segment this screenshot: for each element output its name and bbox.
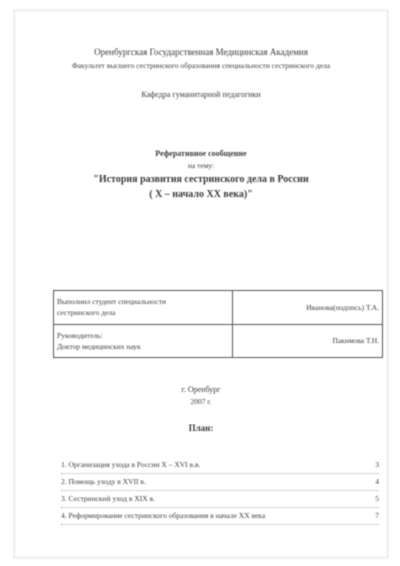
signature-row-author [54,291,383,325]
plan-item-text: 4. Реформирование сестринского образования в начале XX века [61,511,266,520]
author-role-line-2: сестринского дела [57,308,116,318]
department-name: Кафедра гуманитарной педагогики [141,90,261,99]
work-title-line-2: ( X – начало XX века)" [149,189,253,200]
plan-heading: План: [188,423,214,433]
city: г. Оренбург [181,385,221,394]
plan-item [61,508,379,525]
author-role-line-1: Выполнил студент специальности [57,297,167,307]
plan-item [61,457,379,474]
plan-item [61,474,379,491]
signature-table [53,290,383,358]
institution-name: Оренбургская Государственная Медицинская Академия [94,47,308,57]
plan-list [61,457,379,525]
supervisor-role-line-1: Руководитель: [57,330,103,340]
plan-item [61,491,379,508]
author-role [54,291,233,325]
theme-label: на тему: [187,161,215,170]
plan-item-text: 2. Помощь уходу в XVII в. [61,477,146,486]
plan-item-page: 7 [375,511,379,520]
supervisor-role-line-2: Доктор медицинских наук [57,341,141,351]
author-name: Иванова(подпись) Т.А. [233,291,383,325]
supervisor-role [54,324,233,358]
document-page [14,10,388,558]
work-title-line-1: "История развития сестринского дела в России [93,174,309,185]
year: 2007 г. [190,397,212,406]
plan-item-text: 1. Организация ухода в России X – XVI в.в. [61,460,201,469]
plan-item-page: 5 [375,494,379,503]
faculty-name: Факультет высшего сестринского образования специальности сестринского дела [71,61,331,70]
supervisor-name: Пакимова Т.Н. [233,324,383,358]
plan-item-page: 3 [375,460,379,469]
work-kind: Реферативное сообщение [155,149,247,158]
plan-item-page: 4 [375,477,379,486]
signature-row-supervisor [54,324,383,358]
plan-item-text: 3. Сестринский уход в XIX в. [61,494,155,503]
